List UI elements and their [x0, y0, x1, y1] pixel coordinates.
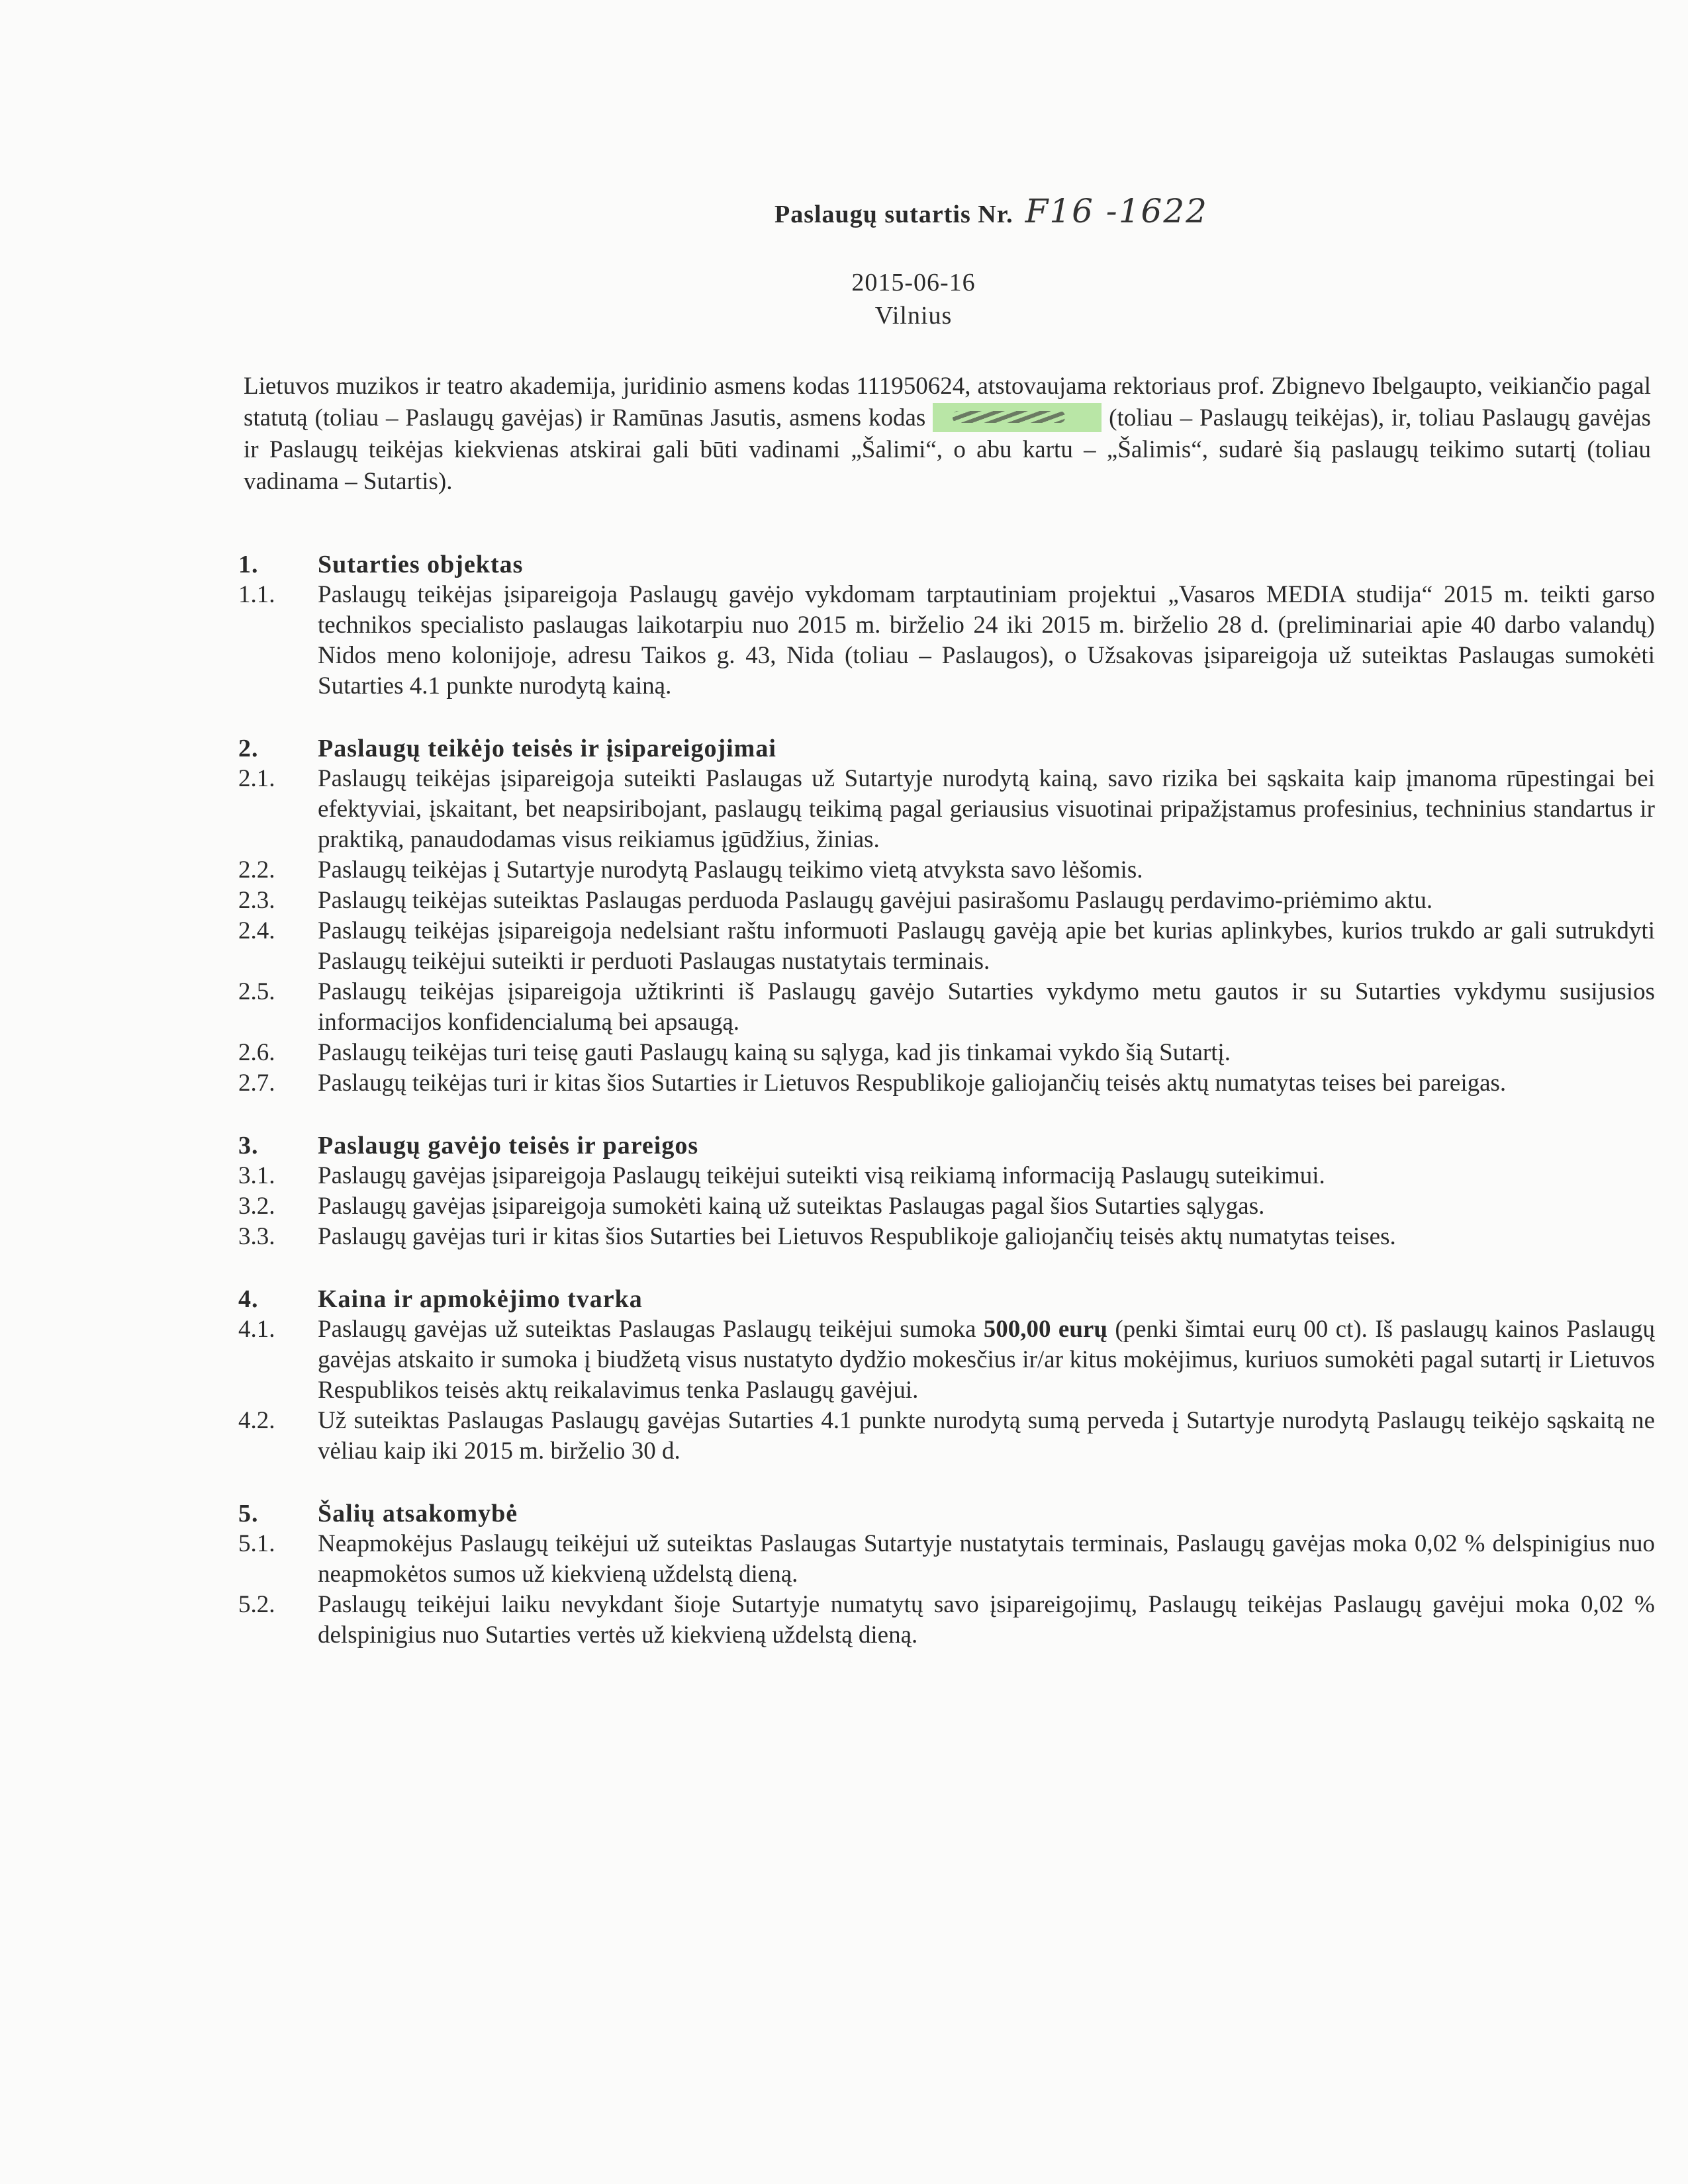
clause-amount: 500,00 eurų — [983, 1316, 1107, 1343]
clause-text: Paslaugų teikėjas įsipareigoja užtikrinti iš Paslaugų gavėjo Sutarties vykdymo metu gautos ir su Sutarties vykdymu susijusios informacijos konfidencialumą bei apsaugą. — [318, 978, 1655, 1036]
intro-text-part2: (toliau – Paslaugų teikėjas), ir, toliau Paslaugų gavėjas ir Paslaugų teikėjas kiekvienas atskirai gali būti vadinami „Šalimi“, o abu kartu – „Šalimis“, sudarė šią paslaugų teikimo sutartį (toliau vadinama – Sutartis). — [244, 404, 1651, 495]
redacted-personal-code — [933, 403, 1102, 432]
clause-text: Paslaugų teikėjas turi teisę gauti Paslaugų kainą su sąlyga, kad jis tinkamai vykdo šią Sutartį. — [318, 1039, 1231, 1066]
clause — [238, 1038, 1655, 1068]
clause-number: 3.2. — [238, 1193, 275, 1220]
clause-text: Paslaugų teikėjas įsipareigoja Paslaugų gavėjo vykdomam tarptautiniam projektui „Vasaros MEDIA studija“ 2015 m. teikti garso technikos specialisto paslaugas laikotarpiu nuo 2015 m. birželio 24 iki 2015 m. birželio 28 d. (preliminariai apie 40 darbo valandų) Nidos meno kolonijoje, adresu Taikos g. 43, Nida (toliau – Paslaugos), o Užsakovas įsipareigoja už suteiktas Paslaugas sumokėti Sutarties 4.1 punkte nurodytą kainą. — [318, 581, 1655, 700]
clause-number: 5.2. — [238, 1591, 275, 1618]
section-title: Kaina ir apmokėjimo tvarka — [318, 1285, 643, 1313]
clause-text: Paslaugų teikėjas įsipareigoja suteikti Paslaugas už Sutartyje nurodytą kainą, savo rizika bei sąskaita kaip įmanoma rūpestingai bei efektyviai, įskaitant, bet neapsiribojant, paslaugų teikimą pagal geriausius visuotinai pripažįstamus profesinius, techninius standartus ir praktiką, panaudodamas visus reikiamus įgūdžius, žinias. — [318, 765, 1655, 853]
contract-title — [774, 192, 1208, 230]
clause-text: Paslaugų gavėjas įsipareigoja sumokėti kainą už suteiktas Paslaugas pagal šios Sutarties sąlygas. — [318, 1193, 1265, 1220]
clause-number: 3.1. — [238, 1162, 275, 1189]
clause-number: 2.6. — [238, 1039, 275, 1066]
clause — [238, 1222, 1655, 1252]
clause-number: 2.3. — [238, 887, 275, 914]
contract-date: 2015-06-16 — [851, 269, 976, 296]
section — [238, 733, 1655, 1099]
clause-text: Paslaugų teikėjas suteiktas Paslaugas perduoda Paslaugų gavėjui pasirašomu Paslaugų perdavimo-priėmimo aktu. — [318, 887, 1433, 914]
clause — [238, 580, 1655, 702]
clause — [238, 1406, 1655, 1467]
section-number: 5. — [238, 1500, 259, 1527]
intro-paragraph — [244, 371, 1651, 498]
section-number: 1. — [238, 551, 259, 578]
section-heading — [238, 549, 1655, 580]
section — [238, 1284, 1655, 1467]
section-title: Paslaugų teikėjo teisės ir įsipareigojimai — [318, 735, 776, 762]
clause-number: 2.7. — [238, 1069, 275, 1097]
section-number: 2. — [238, 735, 259, 762]
clause — [238, 1161, 1655, 1191]
contract-city: Vilnius — [874, 302, 953, 330]
section — [238, 1130, 1655, 1252]
clause — [238, 1590, 1655, 1651]
contract-sections — [238, 549, 1655, 1682]
clause-text — [318, 1314, 1655, 1406]
clause-text: Paslaugų teikėjas įsipareigoja nedelsiant raštu informuoti Paslaugų gavėją apie bet kurias aplinkybes, kurios trukdo ar gali sutrukdyti Paslaugų teikėjui suteikti ir perduoti Paslaugas nustatytais terminais. — [318, 917, 1655, 975]
clause-number: 2.2. — [238, 856, 275, 884]
clause — [238, 1191, 1655, 1222]
clause-number: 4.2. — [238, 1407, 275, 1434]
contract-number-handwritten: F16 -1622 — [1025, 192, 1208, 230]
section-heading — [238, 1130, 1655, 1161]
clause — [238, 886, 1655, 916]
clause — [238, 1529, 1655, 1590]
section-title: Paslaugų gavėjo teisės ir pareigos — [318, 1132, 699, 1160]
clause — [238, 977, 1655, 1038]
section-number: 3. — [238, 1132, 259, 1160]
clause-number: 4.1. — [238, 1316, 275, 1343]
section — [238, 1498, 1655, 1651]
clause-text: Už suteiktas Paslaugas Paslaugų gavėjas Sutarties 4.1 punkte nurodytą sumą perveda į Sutartyje nurodytą Paslaugų teikėjo sąskaitą ne vėliau kaip iki 2015 m. birželio 30 d. — [318, 1407, 1655, 1465]
clause — [238, 1068, 1655, 1099]
clause — [238, 764, 1655, 855]
clause-number: 2.5. — [238, 978, 275, 1005]
clause-text: Paslaugų teikėjas turi ir kitas šios Sutarties ir Lietuvos Respublikoje galiojančių teisės aktų numatytas teises bei pareigas. — [318, 1069, 1507, 1097]
clause-text-pre: Paslaugų gavėjas už suteiktas Paslaugas Paslaugų teikėjui sumoka — [318, 1316, 984, 1343]
contract-title-text: Paslaugų sutartis Nr. — [774, 201, 1013, 228]
section-title: Sutarties objektas — [318, 551, 524, 578]
clause-number: 2.1. — [238, 765, 275, 792]
clause — [238, 1314, 1655, 1406]
section — [238, 549, 1655, 702]
section-heading — [238, 733, 1655, 764]
clause-text: Paslaugų teikėjui laiku nevykdant šioje Sutartyje numatytų savo įsipareigojimų, Paslaugų teikėjas Paslaugų gavėjui moka 0,02 % delspinigius nuo Sutarties vertės už kiekvieną uždelstą dieną. — [318, 1591, 1655, 1649]
section-heading — [238, 1498, 1655, 1529]
clause-number: 3.3. — [238, 1223, 275, 1250]
clause-text: Paslaugų gavėjas turi ir kitas šios Sutarties bei Lietuvos Respublikoje galiojančių teisės aktų numatytas teises. — [318, 1223, 1396, 1250]
clause-text: Paslaugų teikėjas į Sutartyje nurodytą Paslaugų teikimo vietą atvyksta savo lėšomis. — [318, 856, 1143, 884]
clause-text: Paslaugų gavėjas įsipareigoja Paslaugų teikėjui suteikti visą reikiamą informaciją Paslaugų suteikimui. — [318, 1162, 1325, 1189]
section-number: 4. — [238, 1285, 259, 1313]
section-title: Šalių atsakomybė — [318, 1500, 518, 1527]
clause-text-post: (penki šimtai eurų 00 ct). Iš paslaugų kainos Paslaugų gavėjas atskaito ir sumoka į biudžetą visus nustatyto dydžio mokesčius ir/ar kitus mokėjimus, kuriuos sumokėti pagal sutartį ir Lietuvos Respublikos teisės aktų reikalavimus tenka Paslaugų gavėjui. — [318, 1316, 1655, 1404]
clause-number: 5.1. — [238, 1530, 275, 1557]
clause — [238, 916, 1655, 977]
clause — [238, 855, 1655, 886]
clause-text: Neapmokėjus Paslaugų teikėjui už suteiktas Paslaugas Sutartyje nustatytais terminais, Paslaugų gavėjas moka 0,02 % delspinigius nuo neapmokėtos sumos už kiekvieną uždelstą dieną. — [318, 1530, 1655, 1588]
section-heading — [238, 1284, 1655, 1314]
intro-text-part1: Lietuvos muzikos ir teatro akademija, juridinio asmens kodas 111950624, atstovaujama rektoriaus prof. Zbignevo Ibelgaupto, veikiančio pagal statutą (toliau – Paslaugų gavėjas) ir Ramūnas Jasutis, asmens kodas — [244, 373, 1651, 432]
clause-number: 2.4. — [238, 917, 275, 944]
clause-number: 1.1. — [238, 581, 275, 608]
